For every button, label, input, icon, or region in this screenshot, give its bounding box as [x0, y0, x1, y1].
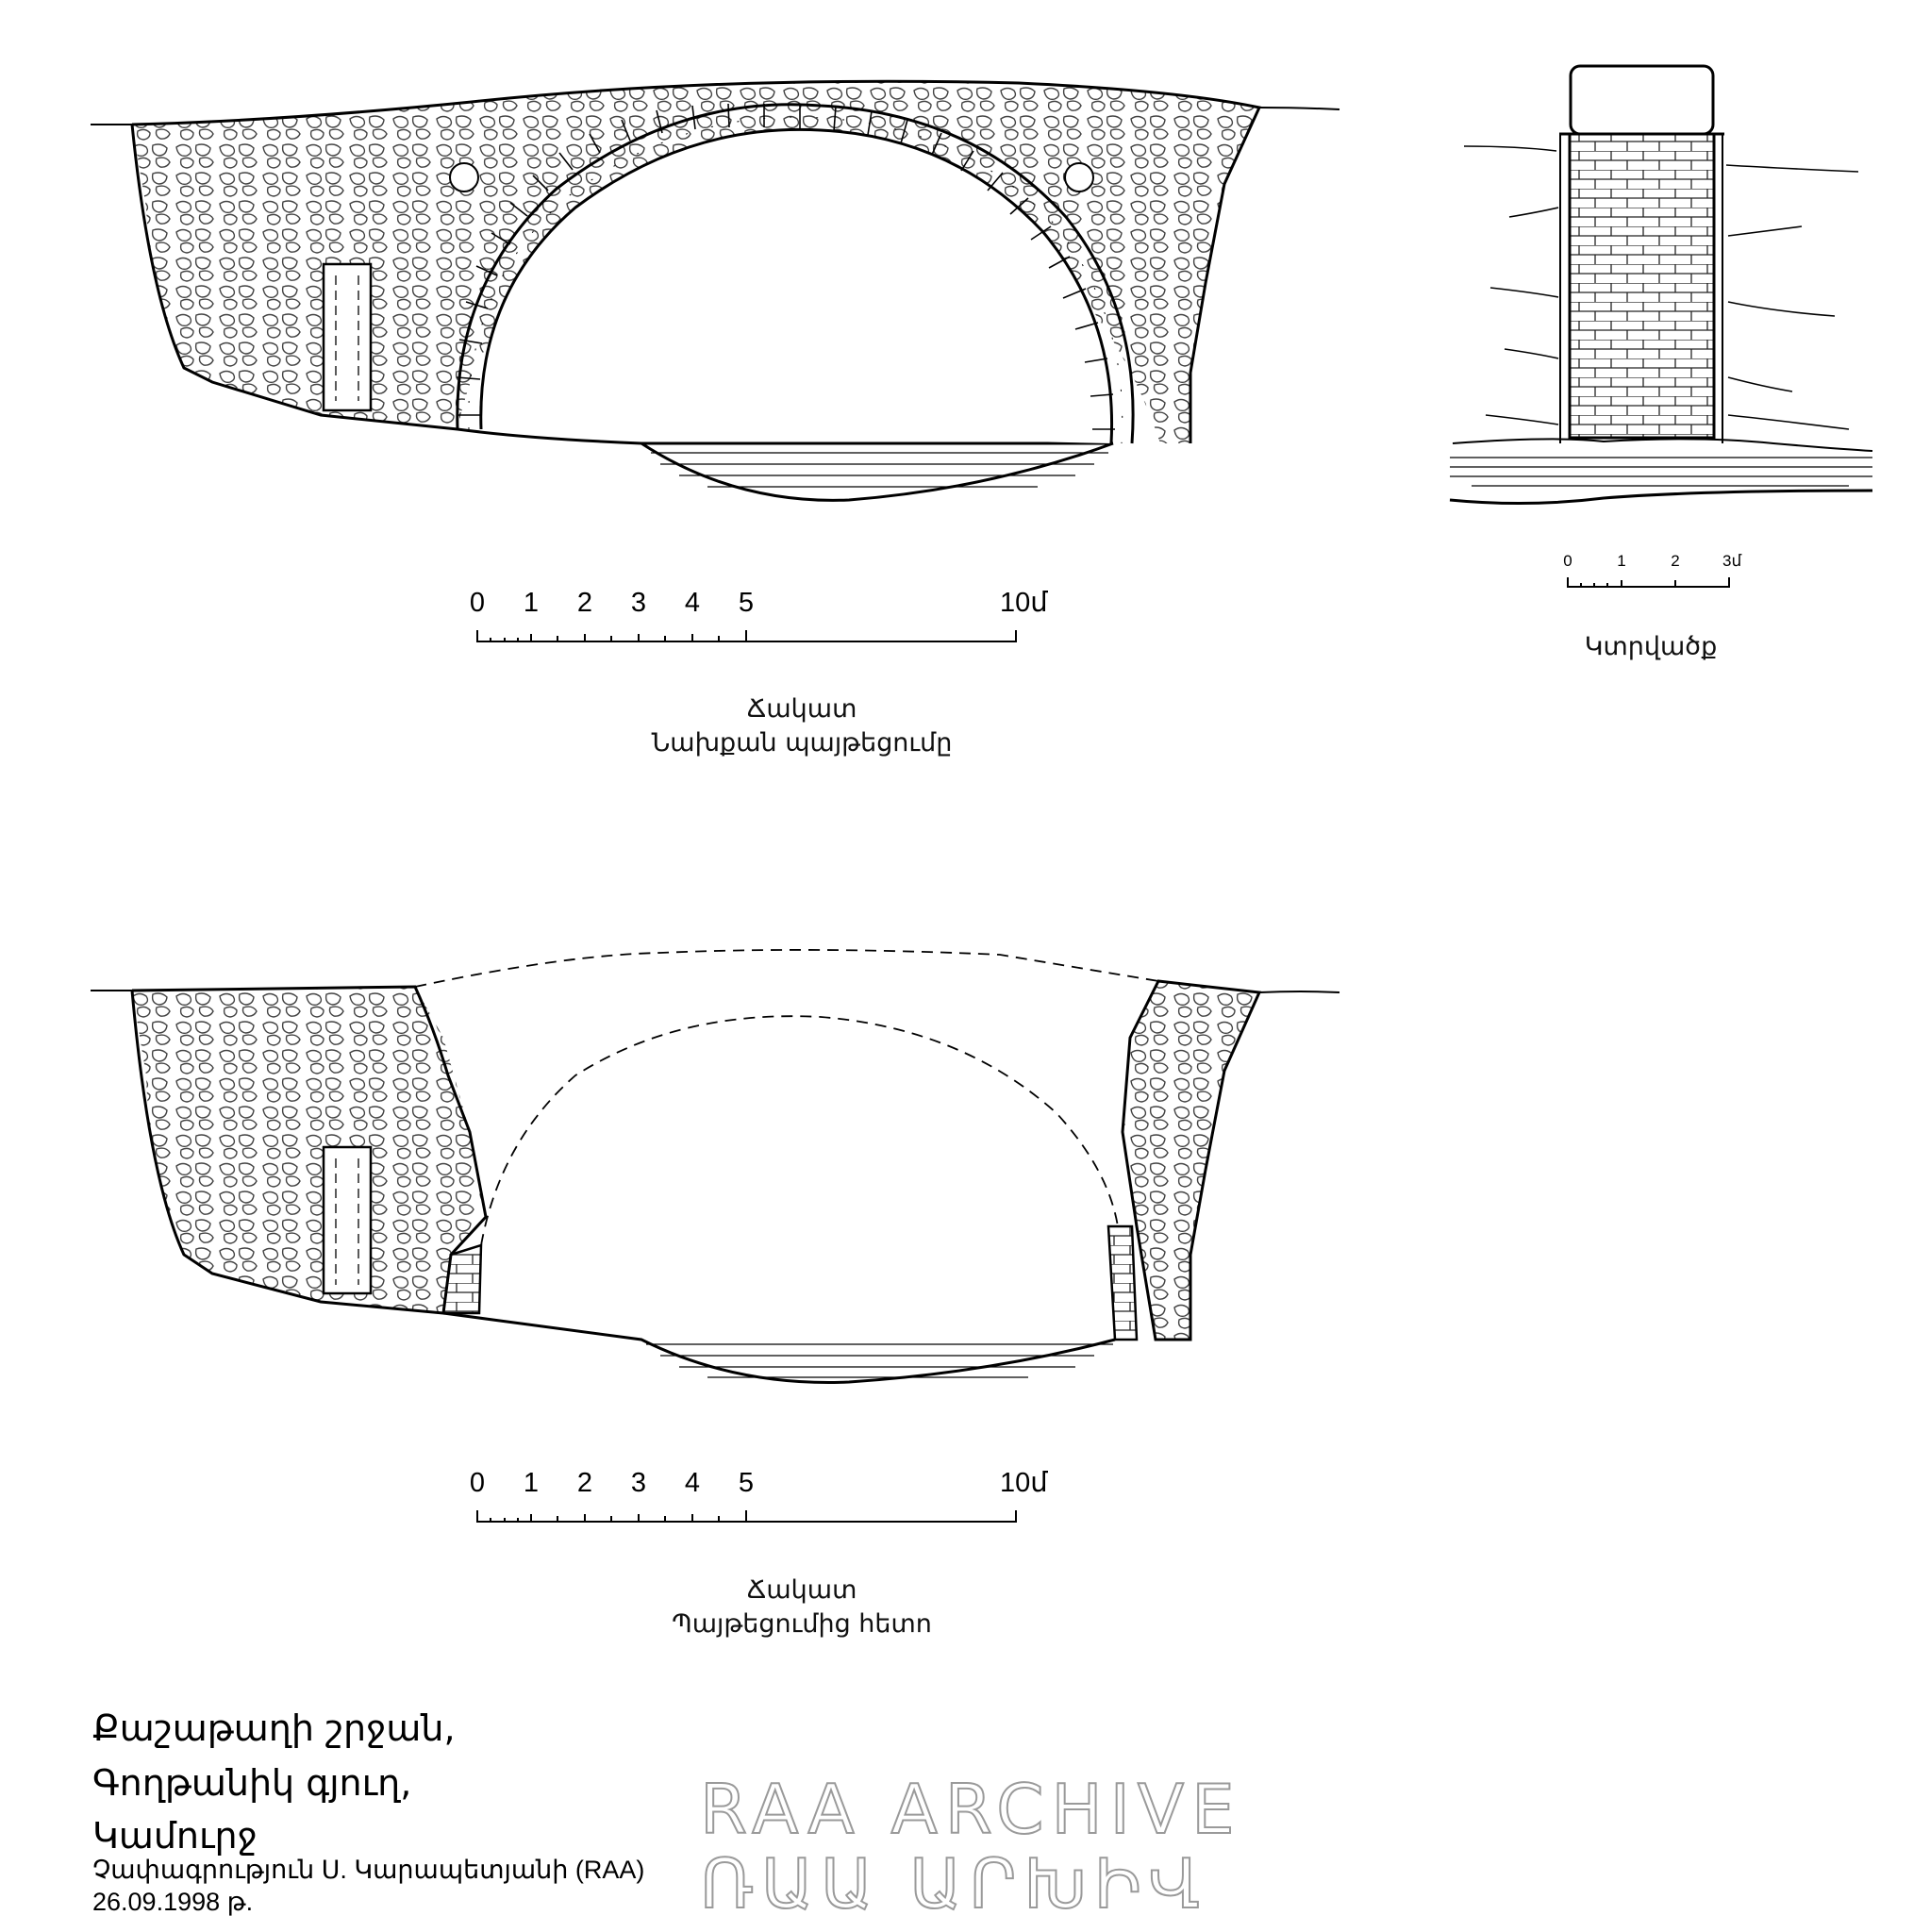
- niche-top: [324, 264, 371, 410]
- credit-line1: Չափագրություն Ս. Կարապետյանի (RAA): [92, 1856, 645, 1884]
- caption-top-line1: Ճակատ: [746, 694, 857, 724]
- scale-label-5: 5: [738, 588, 755, 618]
- location-line3: Կամուրջ: [92, 1815, 258, 1857]
- scale-label-1: 1: [523, 588, 540, 618]
- section-parapet: [1571, 66, 1713, 134]
- section-water-lines: [1450, 458, 1872, 486]
- section-riverbed: [1450, 491, 1872, 504]
- watermark-line1: RAA ARCHIVE: [700, 1770, 1242, 1849]
- arch-springer-right: [1108, 1226, 1137, 1340]
- scale-label-5: 5: [738, 1468, 755, 1498]
- caption-section: Կտրվածք: [1584, 632, 1718, 661]
- location-line2: Գողթանիկ գյուղ,: [92, 1762, 412, 1804]
- cross-section: [1450, 66, 1872, 504]
- riverbed-top: [641, 443, 1113, 500]
- scale-bar-top: [470, 588, 1048, 641]
- section-scale-label-1: 1: [1617, 552, 1626, 570]
- scale-label-0: 0: [469, 1468, 486, 1498]
- scale-label-4: 4: [684, 1468, 701, 1498]
- caption-bottom: [566, 1574, 1038, 1641]
- riverbed-bottom: [443, 1313, 1115, 1382]
- scale-label-3: 3: [630, 1468, 647, 1498]
- former-deck-dashed: [415, 950, 1158, 987]
- caption-top-line2: Նախքան պայթեցումը: [651, 728, 953, 758]
- scale-label-2: 2: [576, 588, 593, 618]
- scale-label-2: 2: [576, 1468, 593, 1498]
- scale-bar-section: [1563, 552, 1741, 587]
- section-scale-label-2: 2: [1671, 552, 1680, 570]
- section-ground: [1453, 439, 1872, 451]
- caption-bottom-line2: Պայթեցումից հետո: [672, 1609, 932, 1639]
- drain-hole-left: [450, 163, 478, 192]
- section-scale-label-3: 3մ: [1722, 552, 1742, 570]
- drain-hole-right: [1065, 163, 1093, 192]
- scale-label-3: 3: [630, 588, 647, 618]
- water-lines-bottom: [646, 1344, 1113, 1377]
- scale-label-4: 4: [684, 588, 701, 618]
- niche-bottom: [324, 1147, 371, 1293]
- elevation-after: [91, 950, 1339, 1383]
- elevation-before: [91, 75, 1339, 500]
- scale-label-0: 0: [469, 588, 486, 618]
- location-line1: Քաշաթաղի շրջան,: [92, 1707, 456, 1749]
- scale-label-1: 1: [523, 1468, 540, 1498]
- caption-bottom-line1: Ճակատ: [746, 1575, 857, 1605]
- former-arch-dashed: [481, 1016, 1118, 1245]
- scale-bar-bottom: [470, 1468, 1048, 1522]
- scale-label-10: 10մ: [1000, 588, 1048, 618]
- section-scale-label-0: 0: [1563, 552, 1572, 570]
- credit-date: 26.09.1998 թ.: [92, 1888, 254, 1916]
- caption-top: [566, 692, 1038, 760]
- section-pier: [1570, 134, 1714, 438]
- scale-label-10: 10մ: [1000, 1468, 1048, 1498]
- watermark-line2: ՌԱԱ ԱՐԽԻՎ: [700, 1844, 1207, 1924]
